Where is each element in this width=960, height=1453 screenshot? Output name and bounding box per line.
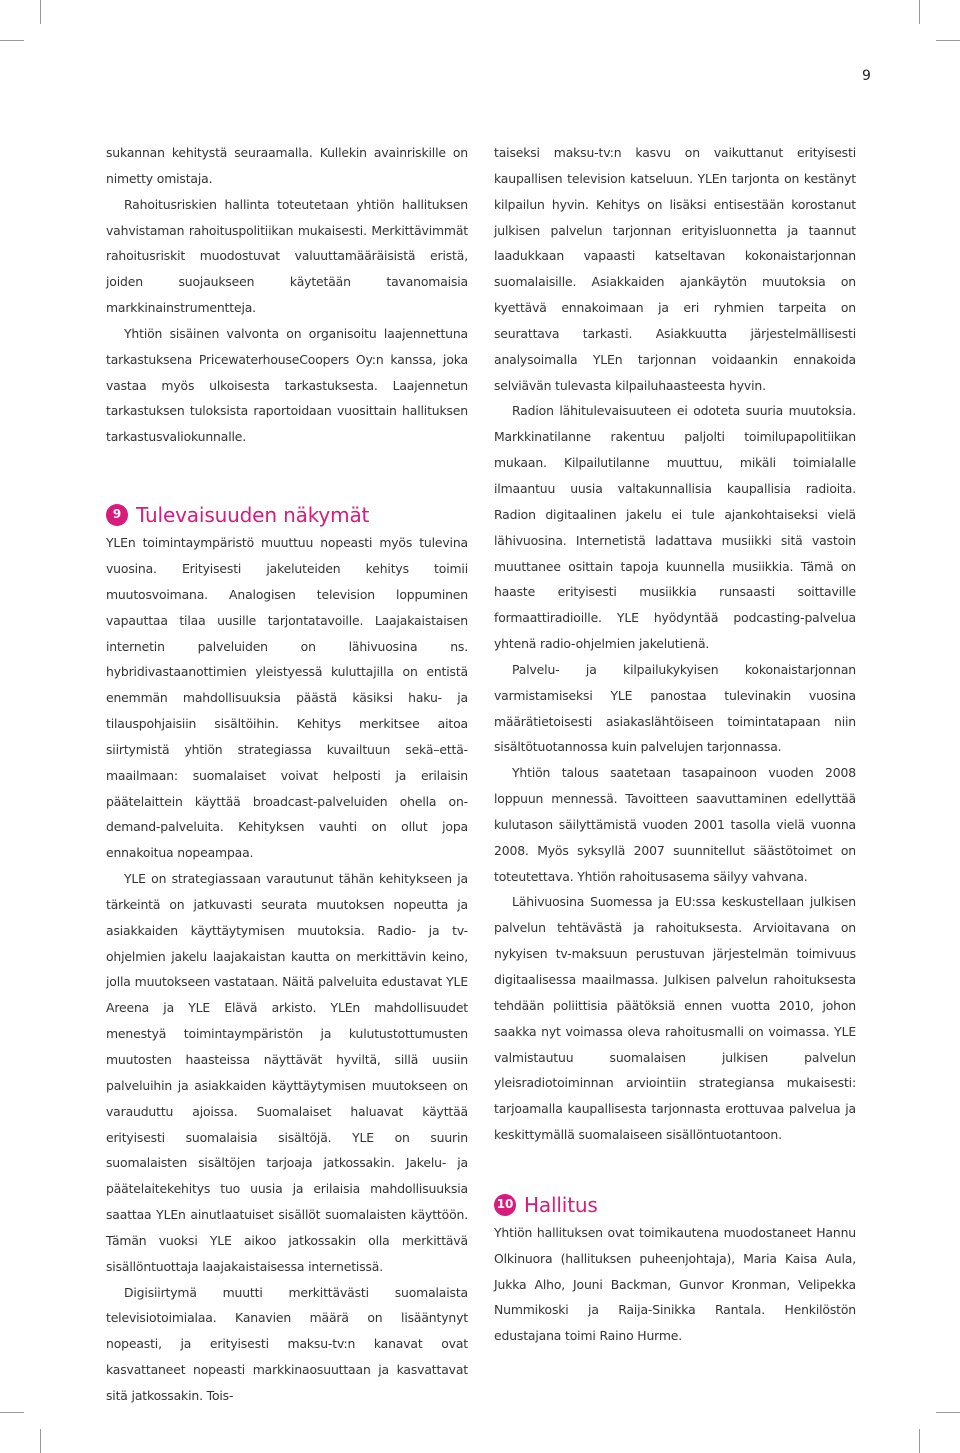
paragraph: taiseksi maksu-tv:n kasvu on vaikuttanut erityisesti kaupallisen television katseluun. YLEn tarjonta on kestänyt kilpailun hyvin. Kehitys on lisäksi entisestään korostanut julkisen palvelun tarjonnan erityisluonnetta ja taannut laadukkaan vapaasti katseltavan kokonaistarjonnan suomalaisille. Asiakkaiden ajankäytön muutoksia on kyettävä ennakoimaan ja eri ryhmien tarpeita on seurattava tarkasti. Asiakkuutta järjestelmällisesti analysoimalla YLEn tarjonnan voidaankin ennakoida selviävän tulevasta kilpailuhaasteesta hyvin.: [494, 145, 856, 393]
crop-mark: [919, 0, 920, 24]
section-heading-10: [494, 1192, 856, 1218]
left-column: [106, 140, 468, 1409]
paragraph: Radion lähitulevaisuuteen ei odoteta suuria muutoksia. Markkinatilanne rakentuu paljolti toimilupapolitiikan mukaan. Kilpailutilanne muuttuu, mikäli toimialalle ilmaantuu uusia valtakunnallisia kaupallisia radioita. Radion digitaalinen jakelu ei tule ajankohtaiseksi vielä lähivuosina. Internetistä ladattava musiikki sitä vastoin muuttanee osittain tapoja kuunnella musiikkia. Tämä on haaste erityisesti musiikkia runsaasti soittaville formaattiradioille. YLE hyödyntää podcasting-palvelua yhtenä radio-ohjelmien jakelutienä.: [494, 403, 856, 652]
paragraph: Digisiirtymä muutti merkittävästi suomalaista televisiotoimialaa. Kanavien määrä on lisääntynyt nopeasti, ja erityisesti maksu-tv:n kanavat ovat kasvattaneet nopeasti markkinaosuuttaan ja kasvattavat sitä jatkossakin. Tois-: [106, 1284, 468, 1403]
section-heading-9: [106, 502, 468, 528]
crop-mark: [40, 1429, 41, 1453]
crop-mark: [936, 40, 960, 41]
paragraph: Palvelu- ja kilpailukykyisen kokonaistarjonnan varmistamiseksi YLE panostaa tulevinakin vuosina määrätietoisesti asiakaslähtöiseen toimintatapaan niin sisältötuotannossa kuin palvelujen tarjonnassa.: [494, 661, 856, 755]
paragraph: Yhtiön sisäinen valvonta on organisoitu laajennettuna tarkastuksena PricewaterhouseCoopers Oy:n kanssa, joka vastaa myös ulkoisesta tarkastuksesta. Laajennetun tarkastuksen tuloksista raportoidaan vuosittain hallituksen tarkastusvaliokunnalle.: [106, 325, 468, 445]
section-number-badge: 10: [494, 1194, 516, 1216]
paragraph: Yhtiön talous saatetaan tasapainoon vuoden 2008 loppuun mennessä. Tavoitteen saavuttaminen edellyttää kulutason säilyttämistä vuoden 2001 tasolla vielä vuonna 2008. Myös syksyllä 2007 suunnitellut säästötoimet on toteutettava. Yhtiön rahoitusasema säilyy vahvana.: [494, 765, 856, 884]
paragraph: sukannan kehitystä seuraamalla. Kullekin avainriskille on nimetty omistaja.: [106, 145, 468, 186]
section-number-badge: 9: [106, 504, 128, 526]
paragraph: YLE on strategiassaan varautunut tähän kehitykseen ja tärkeintä on jatkuvasti seurata muutoksen nopeutta ja asiakkaiden käyttäytymisen muutoksia. Radio- ja tv-ohjelmien jakelu laajakaistan kautta on merkittävin keino, jolla muutokseen vastataan. Näitä palveluita edustavat YLE Areena ja YLE Elävä arkisto. YLEn mahdollisuudet menestyä toimintaympäristön ja kulutustottumusten muutosten haasteissa näyttävät hyviltä, sillä uusiin palveluihin ja asiakkaiden käyttäytymisen muutokseen on varauduttu ajoissa. Suomalaiset haluavat käyttää erityisesti suomalaisia sisältöjä. YLE on suurin suomalaisten sisältöjen tarjoaja jatkossakin. Jakelu- ja päätelaitekehitys tuo uusia ja erilaisia mahdollisuuksia saattaa YLEn ainutlaatuiset sisällöt suomalaisten käyttöön. Tämän vuoksi YLE aikoo jatkossakin olla merkittävä sisällöntuottaja laajakaistaisessa internetissä.: [106, 871, 468, 1274]
paragraph: YLEn toimintaympäristö muuttuu nopeasti myös tulevina vuosina. Erityisesti jakeluteiden kehitys toimii muutosvoimana. Analogisen television loppuminen vapauttaa tilaa uusille tarjontatavoille. Laajakaistaisen internetin palveluiden on lähivuosina ns. hybridivastaanottimien yleistyessä kuluttajilla on entistä enemmän mahdollisuuksia päästä käsiksi haku- ja tilauspohjaisiin sisältöihin. Kehitys merkitsee aitoa siirtymistä yhtiön strategiassa kuvailtuun sekä–että-maailmaan: suomalaiset voivat helposti ja erilaisin päätelaittein käyttää broadcast-palveluiden ohella on-demand-palveluita. Kehityksen vauhti on ollut jopa ennakoitua nopeampaa.: [106, 535, 468, 861]
page-number: 9: [862, 68, 871, 84]
crop-mark: [919, 1429, 920, 1453]
paragraph: Yhtiön hallituksen ovat toimikautena muodostaneet Hannu Olkinuora (hallituksen puheenjohtaja), Maria Kaisa Aula, Jukka Alho, Jouni Backman, Gunvor Kronman, Velipekka Nummikoski ja Raija-Sinikka Rantala. Henkilöstön edustajana toimi Raino Hurme.: [494, 1224, 856, 1344]
paragraph: Rahoitusriskien hallinta toteutetaan yhtiön hallituksen vahvistaman rahoituspolitiikan mukaisesti. Merkittävimmät rahoitusriskit muodostuvat valuuttamääräisistä eristä, joiden suojaukseen käytetään tavanomaisia markkinainstrumentteja.: [106, 196, 468, 316]
crop-mark: [936, 1412, 960, 1413]
crop-mark: [0, 40, 24, 41]
crop-mark: [0, 1412, 24, 1413]
section-title: Tulevaisuuden näkymät: [136, 503, 370, 528]
right-column: [494, 140, 856, 1349]
crop-mark: [40, 0, 41, 24]
section-title: Hallitus: [524, 1192, 598, 1217]
paragraph: Lähivuosina Suomessa ja EU:ssa keskustellaan julkisen palvelun tehtävästä ja rahoituksesta. Arvioitavana on nykyisen tv-maksuun perustuvan järjestelmän toimivuus digitaalisessa maailmassa. Julkisen palvelun rahoituksesta tehdään poliittisia päätöksiä ennen vuotta 2010, johon saakka nyt voimassa oleva rahoitusmalli on voimassa. YLE valmistautuu suomalaisen julkisen palvelun yleisradiotoiminnan arviointiin strategiansa mukaisesti: tarjoamalla kaupallisesta tarjonnasta erottuvaa palvelua ja keskittymällä suomalaiseen sisällöntuotantoon.: [494, 894, 856, 1143]
